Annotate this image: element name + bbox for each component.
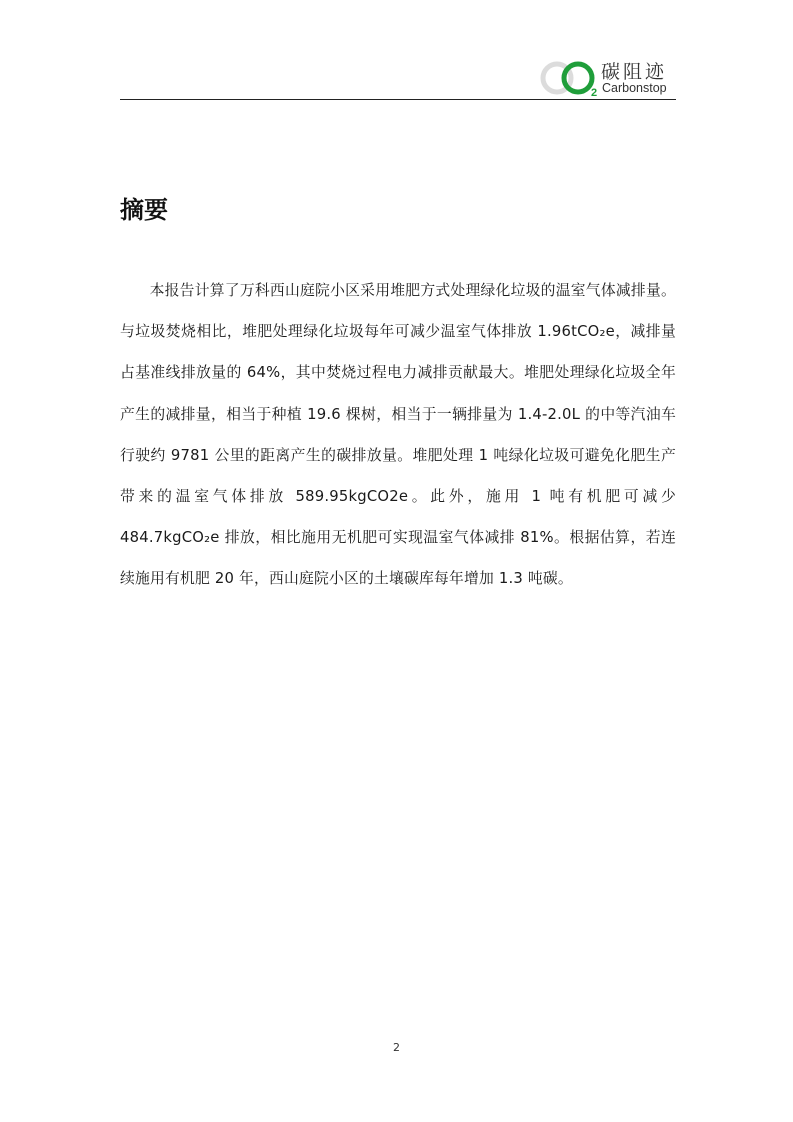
co2-logo-icon <box>540 56 602 100</box>
page-number: 2 <box>393 1041 400 1054</box>
brand-name-chinese: 碳阻迹 <box>601 61 668 83</box>
header-divider <box>120 99 676 100</box>
logo-subscript: 2 <box>591 87 598 99</box>
section-title: 摘要 <box>120 196 168 224</box>
brand-name-english: Carbonstop <box>602 81 667 95</box>
abstract-paragraph: 本报告计算了万科西山庭院小区采用堆肥方式处理绿化垃圾的温室气体减排量。与垃圾焚烧相比，堆肥处理绿化垃圾每年可减少温室气体排放 1.96tCO₂e，减排量占基准线排放量的 64%，其中焚烧过程电力减排贡献最大。堆肥处理绿化垃圾全年产生的减排量，相当于种植 19.6 棵树，相当于一辆排量为 1.4-2.0L 的中等汽油车行驶约 9781 公里的距离产生的碳排放量。堆肥处理 1 吨绿化垃圾可避免化肥生产带来的温室气体排放 589.95kgCO2e。此外，施用 1 吨有机肥可减少 484.7kgCO₂e 排放，相比施用无机肥可实现温室气体减排 81%。根据估算，若连续施用有机肥 20 年，西山庭院小区的土壤碳库每年增加 1.3 吨碳。 <box>120 282 676 588</box>
carbonstop-logo <box>540 56 676 100</box>
